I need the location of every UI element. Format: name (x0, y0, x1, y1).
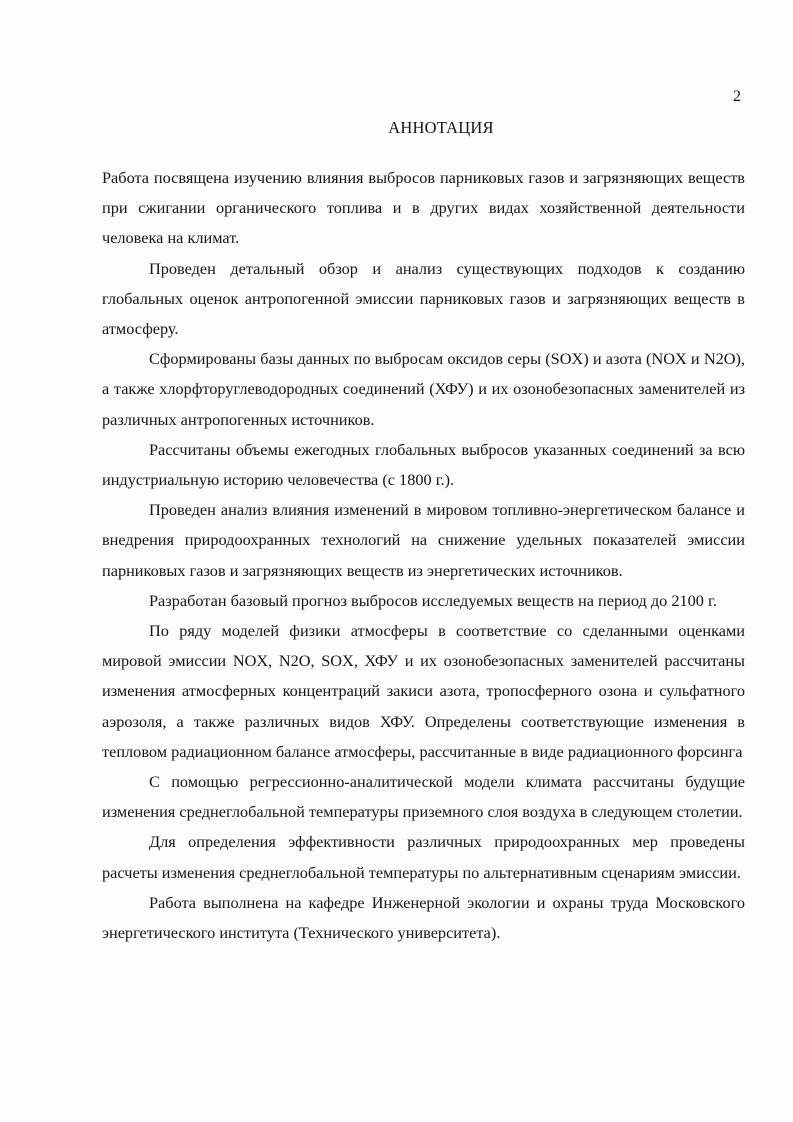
paragraph-10: Работа выполнена на кафедре Инженерной экологии и охраны труда Московского энергетического института (Технического университета). (102, 892, 745, 943)
page-title: АННОТАЦИЯ (388, 118, 494, 137)
paragraph-6: Разработан базовый прогноз выбросов исследуемых веществ на период до 2100 г. (149, 590, 717, 610)
paragraph-7: По ряду моделей физики атмосферы в соответствие со сделанными оценками мировой эмиссии NOX, N2O, SOX, ХФУ и их озонобезопасных заменителей рассчитаны изменения атмосферных концентраций закиси азота, тропосферного озона и сульфатного аэрозоля, а также различных видов ХФУ. Определены соответствующие изменения в тепловом радиационном балансе атмосферы, рассчитанные в виде радиационного форсинга (102, 621, 745, 761)
page-number: 2 (733, 88, 741, 105)
paragraph-9: Для определения эффективности различных природоохранных мер проведены расчеты изменения среднеглобальной температуры по альтернативным сценариям эмиссии. (102, 832, 745, 882)
abstract-body (102, 163, 745, 948)
paragraph-1: Работа посвящена изучению влияния выбросов парниковых газов и загрязняющих веществ при сжигании органического топлива и в других видах хозяйственной деятельности человека на климат. (102, 168, 745, 248)
paragraph-2: Проведен детальный обзор и анализ существующих подходов к созданию глобальных оценок антропогенной эмиссии парниковых газов и загрязняющих веществ в атмосферу. (102, 258, 745, 339)
paragraph-5: Проведен анализ влияния изменений в мировом топливно-энергетическом балансе и внедрения природоохранных технологий на снижение удельных показателей эмиссии парниковых газов и загрязняющих веществ из энергетических источников. (102, 500, 745, 580)
paragraph-3: Сформированы базы данных по выбросам оксидов серы (SOX) и азота (NOX и N2O), а также хлорфторуглеводородных соединений (ХФУ) и их озонобезопасных заменителей из различных антропогенных источников. (102, 349, 745, 429)
paragraph-4: Рассчитаны объемы ежегодных глобальных выбросов указанных соединений за всю индустриальную историю человечества (с 1800 г.). (102, 439, 745, 490)
paragraph-8: С помощью регрессионно-аналитической модели климата рассчитаны будущие изменения среднеглобальной температуры приземного слоя воздуха в следующем столетии. (102, 772, 745, 822)
